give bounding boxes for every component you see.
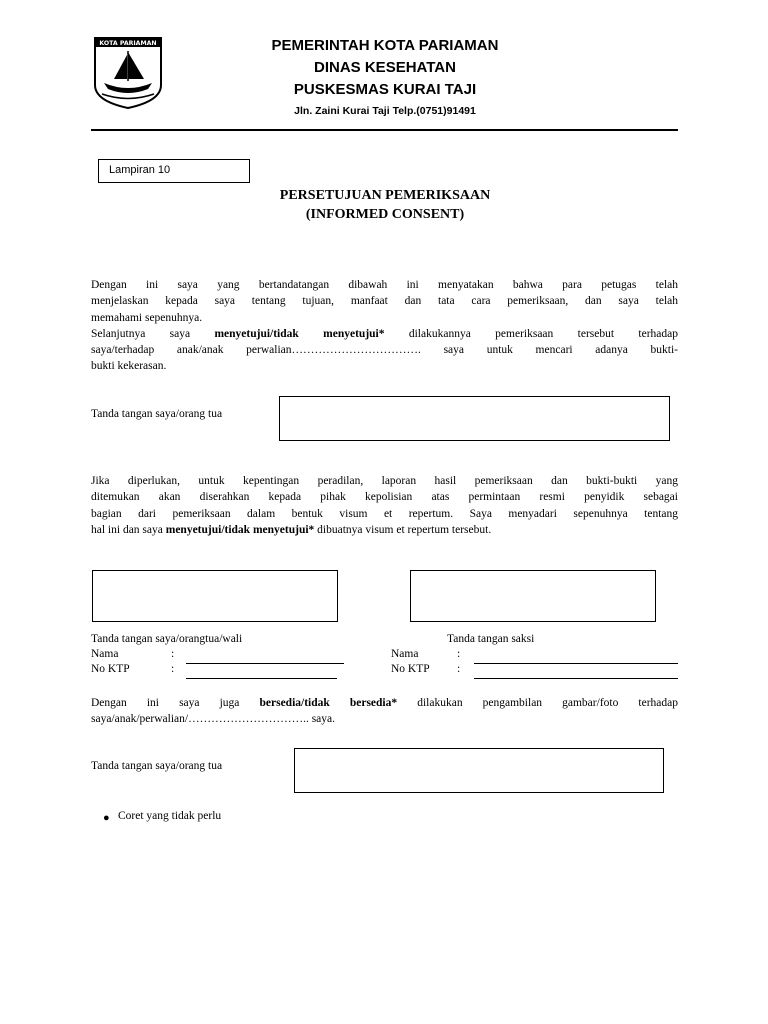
- signature-box-photo-consent[interactable]: [294, 748, 664, 793]
- consent-choice: menyetujui/tidak menyetujui*: [214, 327, 385, 340]
- colon: :: [171, 648, 175, 660]
- colon: :: [457, 663, 461, 675]
- signature-label-guardian: Tanda tangan saya/orangtua/wali: [91, 633, 243, 645]
- consent-choice: bersedia/tidak bersedia*: [259, 697, 398, 709]
- logo-lettering: KOTA PARIAMAN: [99, 40, 157, 47]
- colon: :: [171, 663, 175, 675]
- guardian-ktp-field[interactable]: [186, 678, 337, 679]
- text-run: Selanjutnya saya: [91, 327, 215, 340]
- document-title: PERSETUJUAN PEMERIKSAAN: [279, 188, 491, 203]
- paragraph-line: [91, 695, 678, 711]
- text-run: hal ini dan saya: [91, 523, 166, 536]
- header-government: PEMERINTAH KOTA PARIAMAN: [271, 37, 499, 54]
- witness-name-field[interactable]: [474, 663, 678, 664]
- guardian-ktp-label: No KTP: [91, 663, 130, 675]
- guardian-name-label: Nama: [91, 648, 119, 660]
- paragraph-line: ditemukan akan diserahkan kepada pihak kepolisian atas permintaan resmi penyidik sebagai: [91, 491, 678, 504]
- consent-choice: menyetujui/tidak menyetujui*: [165, 523, 315, 536]
- signature-box-patient[interactable]: [279, 396, 670, 441]
- header-address: Jln. Zaini Kurai Taji Telp.(0751)91491: [294, 105, 476, 117]
- footnote: Coret yang tidak perlu: [118, 810, 222, 822]
- text-run: dibuatnya visum et repertum tersebut.: [314, 523, 492, 536]
- paragraph-line: Jika diperlukan, untuk kepentingan peradilan, laporan hasil pemeriksaan dan bukti-bukti yang: [91, 475, 678, 487]
- witness-ktp-label: No KTP: [391, 663, 430, 675]
- guardian-name-field[interactable]: [186, 663, 344, 664]
- paragraph-line: memahami sepenuhnya.: [91, 311, 203, 324]
- signature-box-witness[interactable]: [410, 570, 656, 622]
- paragraph-line: bukti kekerasan.: [91, 360, 167, 373]
- signature-label-patient: Tanda tangan saya/orang tua: [91, 408, 223, 420]
- lampiran-box: Lampiran 10: [98, 159, 250, 183]
- consent-paragraph-3: [91, 695, 678, 728]
- kota-pariaman-emblem: [94, 37, 162, 109]
- document-subtitle: (INFORMED CONSENT): [305, 207, 465, 222]
- bullet-icon: ●: [103, 812, 110, 824]
- witness-ktp-field[interactable]: [474, 678, 678, 679]
- consent-paragraph-2: [91, 473, 678, 538]
- text-run: dilakukannya pemeriksaan tersebut terhadap: [384, 327, 679, 340]
- header-puskesmas: PUSKESMAS KURAI TAJI: [293, 81, 477, 98]
- header-divider: [91, 129, 678, 131]
- witness-name-label: Nama: [391, 648, 419, 660]
- paragraph-line: bagian dari pemeriksaan dalam bentuk visum et repertum. Saya menyadari sepenuhnya tentang: [91, 507, 678, 520]
- paragraph-line: Dengan ini saya yang bertandatangan dibawah ini menyatakan bahwa para petugas telah: [91, 279, 678, 291]
- paragraph-line: saya/terhadap anak/anak perwalian……………………………. saya untuk mencari adanya bukti-: [91, 344, 678, 357]
- signature-box-guardian[interactable]: [92, 570, 338, 622]
- text-run: Dengan ini saya juga: [91, 697, 260, 709]
- paragraph-line: menjelaskan kepada saya tentang tujuan, manfaat dan tata cara pemeriksaan, dan saya telah: [91, 295, 678, 308]
- consent-paragraph-1: [91, 277, 678, 375]
- paragraph-line: [91, 522, 678, 538]
- paragraph-line: [91, 326, 678, 342]
- paragraph-line: saya/anak/perwalian/………………………….. saya.: [91, 713, 335, 726]
- signature-label-photo-consent: Tanda tangan saya/orang tua: [91, 760, 223, 772]
- signature-label-witness: Tanda tangan saksi: [447, 633, 535, 645]
- header-department: DINAS KESEHATAN: [314, 59, 456, 76]
- colon: :: [457, 648, 461, 660]
- text-run: dilakukan pengambilan gambar/foto terhadap: [397, 697, 679, 709]
